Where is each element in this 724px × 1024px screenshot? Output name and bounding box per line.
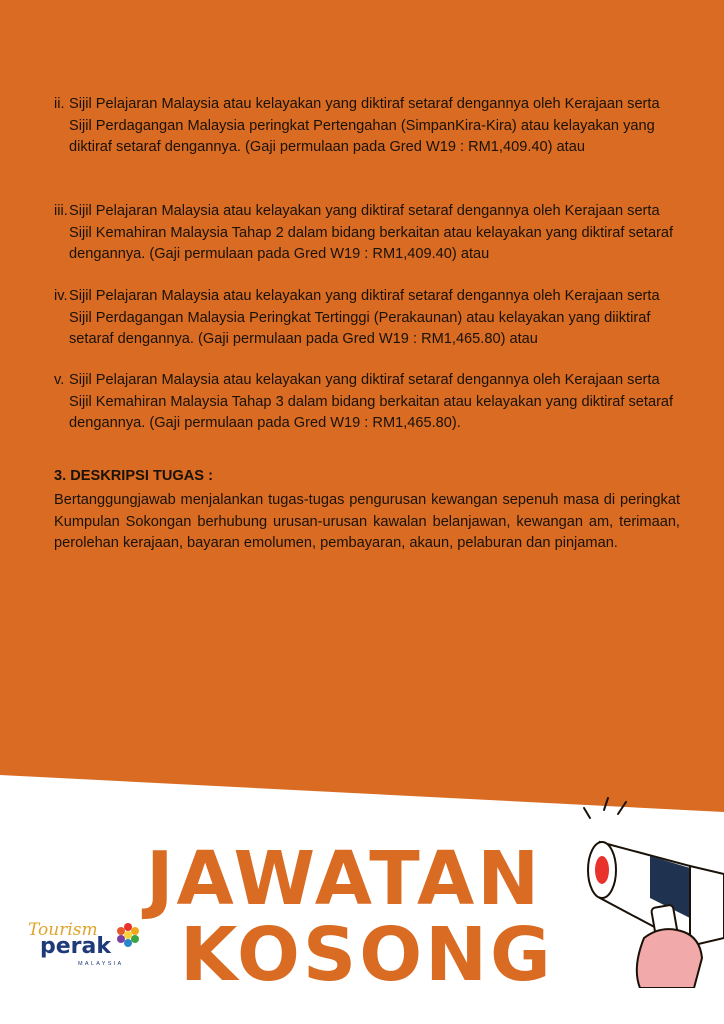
requirement-text: Sijil Pelajaran Malaysia atau kelayakan yang diktiraf setaraf dengannya oleh Kerajaan serta Sijil Perdagangan Malaysia peringkat Pertengahan (SimpanKira-Kira) atau kelayakan yang diktiraf setaraf dengannya. (Gaji permulaan pada Gred W19 : RM1,409.40) atau (69, 96, 660, 155)
tourism-perak-logo (28, 920, 148, 976)
requirement-text: Sijil Pelajaran Malaysia atau kelayakan yang diktiraf setaraf dengannya oleh Kerajaan serta Sijil Kemahiran Malaysia Tahap 3 dalam bidang berkaitan atau kelayakan yang diktiraf setaraf dengannya. (Gaji permulaan pada Gred W19 : RM1,465.80). (69, 372, 674, 431)
requirement-number: ii. (54, 96, 65, 112)
headline-line-1: JAWATAN (146, 836, 543, 922)
logo-country-text: MALAYSIA (78, 961, 124, 967)
requirement-item (54, 94, 674, 159)
requirement-item (54, 201, 674, 266)
requirement-number: v. (54, 372, 65, 388)
requirement-number: iv. (54, 288, 68, 304)
section-title: 3. DESKRIPSI TUGAS : (54, 468, 213, 484)
logo-brand-text: perak (40, 934, 111, 959)
logo-script-text: Tourism (28, 920, 98, 940)
requirement-item (54, 286, 674, 351)
flower-logo-icon (115, 922, 141, 948)
section-body: Bertanggungjawab menjalankan tugas-tugas pengurusan kewangan sepenuh masa di peringkat Kumpulan Sokongan berhubung urusan-urusan kawalan belanjawan, kewangan am, terimaan, perolehan kerajaan, bayaran emolumen, pembayaran, akaun, pelaburan dan pinjaman. (54, 492, 680, 551)
headline-line-2: KOSONG (180, 912, 554, 998)
megaphone-icon (560, 788, 724, 988)
requirement-number: iii. (54, 203, 68, 219)
requirement-text: Sijil Pelajaran Malaysia atau kelayakan yang diktiraf setaraf dengannya oleh Kerajaan serta Sijil Perdagangan Malaysia Peringkat Tertinggi (Perakaunan) atau kelayakan yang diiktiraf setaraf dengannya. (Gaji permulaan pada Gred W19 : RM1,465.80) atau (69, 288, 660, 347)
requirement-item (54, 370, 674, 435)
requirement-text: Sijil Pelajaran Malaysia atau kelayakan yang diktiraf setaraf dengannya oleh Kerajaan serta Sijil Kemahiran Malaysia Tahap 2 dalam bidang berkaitan atau kelayakan yang diktiraf setaraf dengannya. (Gaji permulaan pada Gred W19 : RM1,409.40) atau (69, 203, 674, 262)
